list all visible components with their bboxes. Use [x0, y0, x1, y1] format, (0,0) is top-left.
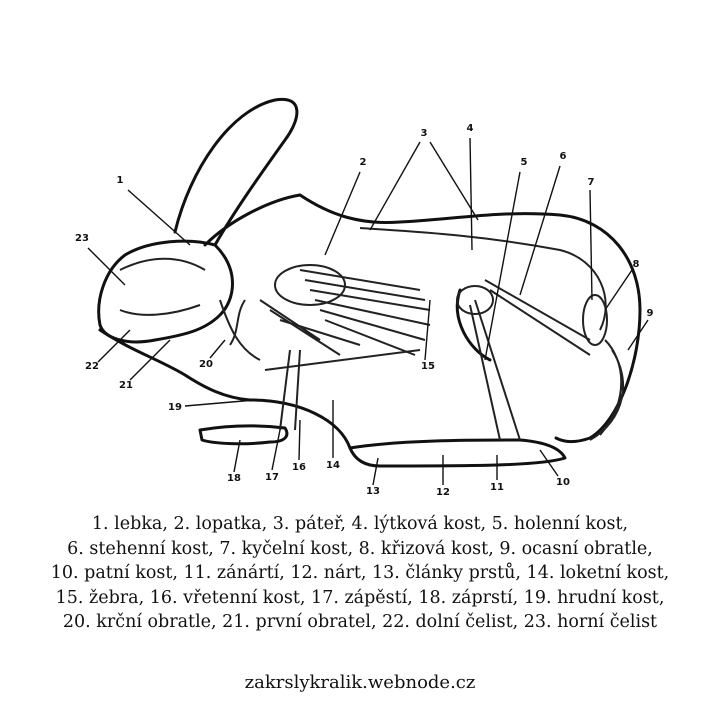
label-21: 21 [119, 380, 133, 391]
label-23: 23 [75, 233, 89, 244]
leader-line [272, 430, 280, 470]
label-10: 10 [556, 477, 570, 488]
legend [0, 512, 720, 635]
label-22: 22 [85, 361, 99, 372]
ear-back [175, 99, 297, 245]
leader-line [185, 400, 255, 406]
leader-line [325, 172, 360, 255]
leader-line [299, 420, 300, 460]
label-7: 7 [587, 177, 595, 188]
label-5: 5 [520, 157, 528, 168]
front-foot [200, 426, 287, 444]
leader-line [605, 270, 632, 310]
label-6: 6 [559, 151, 567, 162]
legend-line: 15. žebra, 16. vřetenní kost, 17. zápěstí, 18. záprstí, 19. hrudní kost, [55, 587, 665, 608]
leader-line [130, 340, 170, 380]
label-17: 17 [265, 472, 279, 483]
label-3: 3 [420, 128, 428, 139]
leader-line [520, 166, 560, 295]
leader-line [590, 190, 592, 300]
leader-line [485, 172, 520, 360]
head [99, 241, 233, 342]
leader-line [370, 142, 420, 230]
label-11: 11 [490, 482, 504, 493]
label-16: 16 [292, 462, 306, 473]
label-20: 20 [199, 359, 213, 370]
label-4: 4 [466, 123, 474, 134]
label-8: 8 [632, 259, 640, 270]
source-url: zakrslykralik.webnode.cz [244, 672, 476, 693]
label-2: 2 [359, 157, 367, 168]
legend-line: 6. stehenní kost, 7. kyčelní kost, 8. křizová kost, 9. ocasní obratle, [67, 538, 653, 559]
label-13: 13 [366, 486, 380, 497]
label-15: 15 [421, 361, 435, 372]
leader-line [210, 340, 225, 358]
legend-line: 10. patní kost, 11. zánártí, 12. nárt, 13. články prstů, 14. loketní kost, [50, 563, 670, 583]
leader-line [128, 190, 190, 245]
label-14: 14 [326, 460, 340, 471]
skeleton-bones [120, 228, 623, 440]
label-18: 18 [227, 473, 241, 484]
legend-line: 20. krční obratle, 21. první obratel, 22. dolní čelist, 23. horní čelist [62, 612, 658, 632]
label-9: 9 [646, 308, 654, 319]
hind-foot [350, 440, 565, 466]
label-19: 19 [168, 402, 182, 413]
label-1: 1 [116, 175, 124, 186]
label-12: 12 [436, 487, 450, 498]
leader-line [470, 138, 472, 250]
legend-line: 1. lebka, 2. lopatka, 3. páteř, 4. lýtková kost, 5. holenní kost, [91, 514, 629, 534]
leader-line [373, 458, 378, 485]
